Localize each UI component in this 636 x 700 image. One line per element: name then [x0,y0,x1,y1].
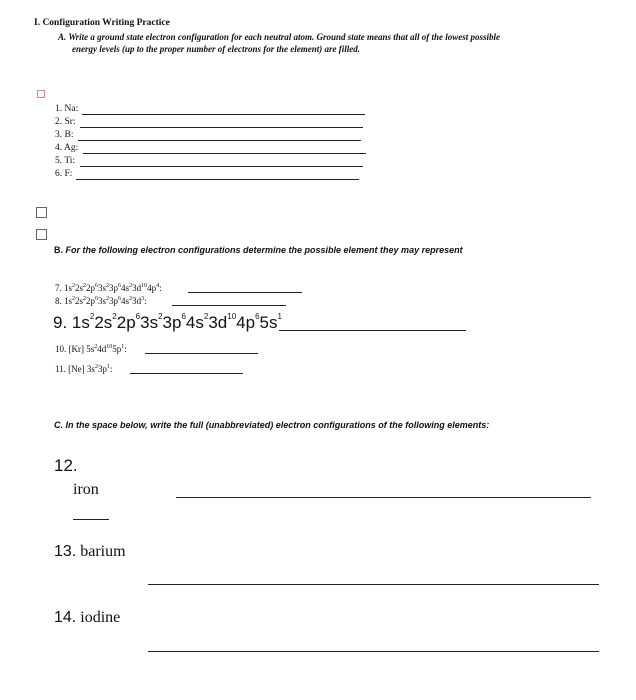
item-ag-label: 4. Ag: [55,143,79,153]
worksheet-title: I. Configuration Writing Practice [34,18,170,28]
q12-element: iron [73,481,99,498]
section-b-instructions [54,245,463,255]
checkbox-a[interactable] [37,90,45,98]
item-na-label: 1. Na: [55,104,79,114]
checkbox-2[interactable] [36,229,47,240]
section-a-instruction-line1: A. Write a ground state electron configuration for each neutral atom. Ground state means that all of the lowest possible [58,32,500,42]
item-ti-label: 5. Ti: [55,156,76,166]
q11-answer-line[interactable] [130,373,243,374]
q11-configuration: 11. [Ne] $3s^23p^1$: [55,364,113,374]
q7-number: 7. [55,283,62,293]
q12-number: 12. [54,456,78,475]
section-c-instructions: C. In the space below, write the full (unabbreviated) electron configurations of the following elements: [54,420,490,430]
checkbox-1[interactable] [36,207,47,218]
item-na-answer-line[interactable] [82,114,365,115]
q9-number: 9. [53,313,68,332]
item-f-answer-line[interactable] [76,179,359,180]
q7-configuration: 7. $1s^22s^22p^63s^23p^64s^23d^{10}4p^4$: [55,283,162,293]
q14-number: 14. [54,609,77,626]
item-b-answer-line[interactable] [78,140,361,141]
q12-answer-line[interactable] [176,497,591,498]
q13-answer-line[interactable] [148,584,599,585]
q9-answer-line[interactable] [279,330,466,331]
q8-answer-line[interactable] [172,305,286,306]
item-ag-answer-line[interactable] [83,153,366,154]
item-sr-answer-line[interactable] [80,127,363,128]
q14-answer-line[interactable] [148,651,599,652]
q14-item [54,609,120,627]
q9-configuration: 9. $1s^22s^22p^63s^23p^64s^23d^{10}4p^65s^1$ [53,312,282,332]
q13-number: 13. [54,543,77,560]
q12-short-line[interactable] [73,519,109,520]
item-b-label: 3. B: [55,130,74,140]
q13-item [54,543,126,561]
q10-number: 10. [55,344,67,354]
item-sr-label: 2. Sr: [55,117,76,127]
q10-core: [Kr] [68,344,84,354]
q10-answer-line[interactable] [145,353,258,354]
section-b-label: B. [54,245,63,255]
q10-configuration: 10. [Kr] $5s^24d^{10}5p^1$: [55,344,127,354]
section-b-instruction-text: For the following electron configurations determine the possible element they may represent [65,245,463,255]
q11-number: 11. [55,364,66,374]
q7-answer-line[interactable] [188,292,302,293]
q8-configuration: 8. $1s^22s^22p^63s^23p^64s^23d^3$: [55,296,147,306]
q8-number: 8. [55,296,62,306]
section-a-instructions [58,31,578,55]
item-ti-answer-line[interactable] [80,166,363,167]
item-f-label: 6. F: [55,169,73,179]
section-a-instruction-line2: energy levels (up to the proper number of electrons for the element) are filled. [72,44,360,54]
q13-element: barium [80,543,126,560]
q14-element: iodine [80,609,121,626]
q11-core: [Ne] [68,364,85,374]
